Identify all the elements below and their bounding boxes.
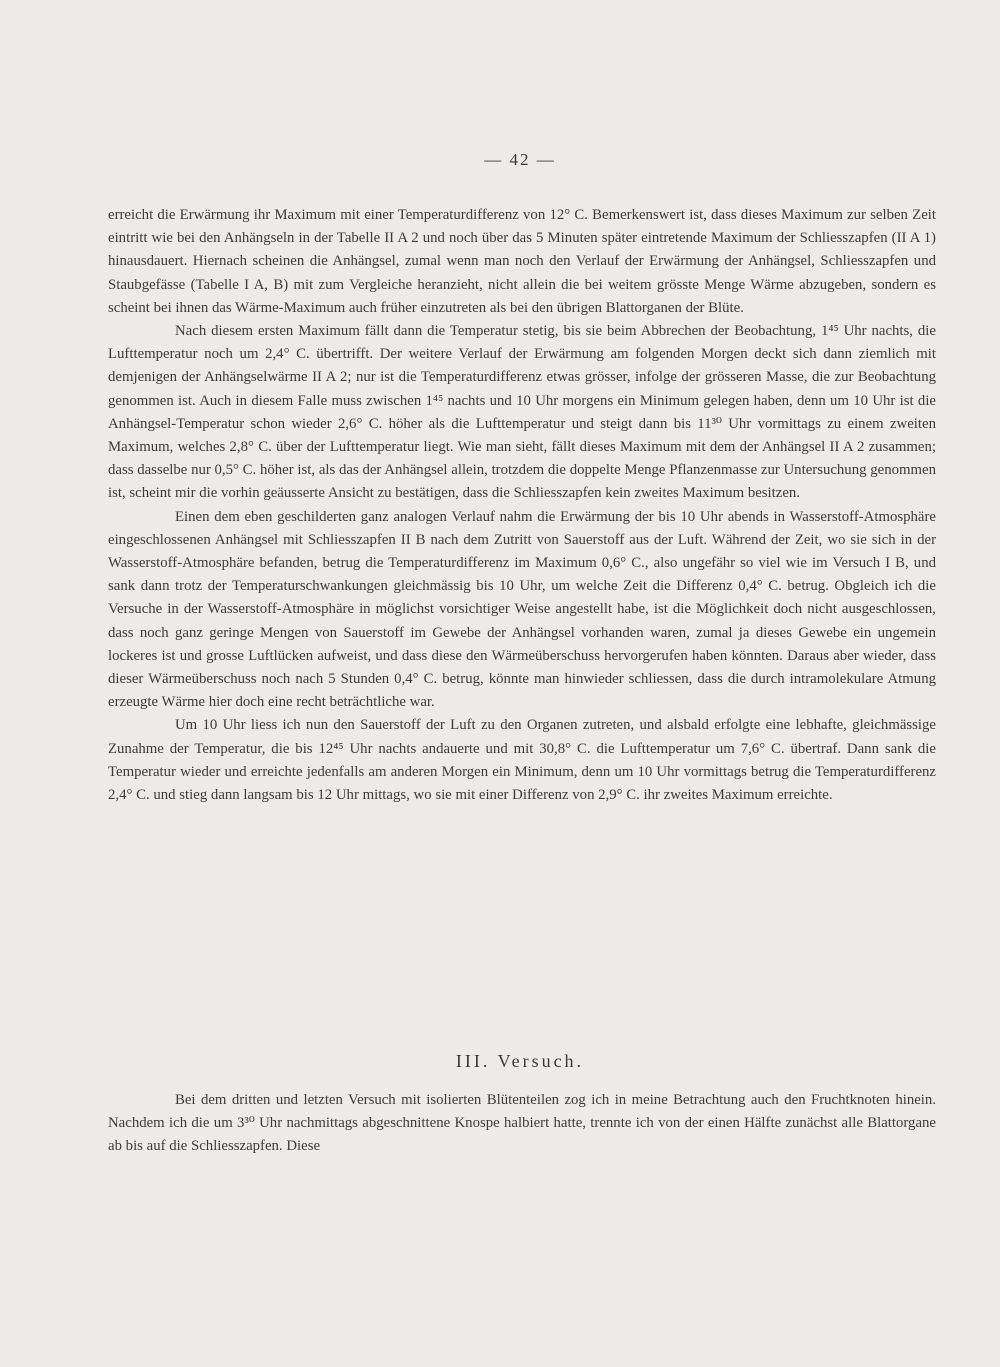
paragraph: Einen dem eben geschilderten ganz analogen Verlauf nahm die Erwärmung der bis 10 Uhr abends in Wasserstoff-Atmosphäre eingeschlossenen Anhängsel mit Schliesszapfen II B nach dem Zutritt von Sauerstoff aus der Luft. Während der Zeit, wo sie sich in der Wasserstoff-Atmosphäre befanden, betrug die Temperaturdifferenz im Maximum 0,6° C., also ungefähr so viel wie im Versuch I B, und sank dann trotz der Temperaturschwankungen gleichmässig bis 10 Uhr, um welche Zeit die Differenz 0,4° C. betrug. Obgleich ich die Versuche in der Wasserstoff-Atmosphäre in möglichst vorsichtiger Weise angestellt habe, ist die Möglichkeit doch nicht ausgeschlossen, dass noch ganz geringe Mengen von Sauerstoff im Gewebe der Anhängsel vorhanden waren, zumal ja dieses Gewebe ein ungemein lockeres ist und grosse Luftlücken aufweist, und dass diese den Wärmeüberschuss hervorgerufen haben könnten. Daraus aber wieder, dass dieser Wärmeüberschuss noch nach 5 Stunden 0,4° C. betrug, könnte man hinwieder schliessen, dass die durch intramolekulare Atmung erzeugte Wärme hier doch eine recht beträchtliche war.: [108, 508, 936, 711]
paragraph: erreicht die Erwärmung ihr Maximum mit einer Temperaturdifferenz von 12° C. Bemerkenswert ist, dass dieses Maximum zur selben Zeit eintritt wie bei den Anhängseln in der Tabelle II A 2 und noch über das 5 Minuten später eintretende Maximum der Schliesszapfen (II A 1) hinausdauert. Hiernach scheinen die Anhängsel, zumal wenn man noch den Verlauf der Erwärmung der Anhängsel, Schliesszapfen und Staubgefässe (Tabelle I A, B) mit zum Vergleiche heranzieht, nicht allein die bei weitem grösste Menge Wärme abzugeben, sondern es scheint bei ihnen das Wärme-Maximum auch früher einzutreten als bei den übrigen Blattorganen der Blüte.: [108, 207, 936, 316]
paragraph: Bei dem dritten und letzten Versuch mit isolierten Blütenteilen zog ich in meine Betrachtung auch den Fruchtknoten hinein. Nachdem ich die um 3³⁰ Uhr nachmittags abgeschnittene Knospe halbiert hatte, trennte ich von der einen Hälfte zunächst alle Blattorgane ab bis auf die Schliesszapfen. Diese: [108, 1092, 936, 1155]
page-number: — 42 —: [484, 150, 556, 169]
body-text: [108, 204, 936, 807]
paragraph: Um 10 Uhr liess ich nun den Sauerstoff der Luft zu den Organen zutreten, und alsbald erfolgte eine lebhafte, gleichmässige Zunahme der Temperatur, die bis 12⁴⁵ Uhr nachts andauerte und mit 30,8° C. die Lufttemperatur um 7,6° C. übertraf. Dann sank die Temperatur wieder und erreichte jedenfalls am anderen Morgen ein Minimum, denn um 10 Uhr vormittags betrug die Temperaturdifferenz 2,4° C. und stieg dann langsam bis 12 Uhr mittags, wo sie mit einer Differenz von 2,9° C. ihr zweites Maximum erreichte.: [108, 717, 936, 804]
body-text: [108, 1089, 936, 1159]
section-heading: III. Versuch.: [455, 1051, 585, 1071]
paragraph: Nach diesem ersten Maximum fällt dann die Temperatur stetig, bis sie beim Abbrechen der Beobachtung, 1⁴⁵ Uhr nachts, die Lufttemperatur noch um 2,4° C. übertrifft. Der weitere Verlauf der Erwärmung am folgenden Morgen deckt sich dann ziemlich mit demjenigen der Anhängselwärme II A 2; nur ist die Temperaturdifferenz etwas grösser, infolge der grösseren Masse, die zur Beobachtung genommen ist. Auch in diesem Falle muss zwischen 1⁴⁵ nachts und 10 Uhr morgens ein Minimum gelegen haben, denn um 10 Uhr ist die Anhängsel-Temperatur schon wieder 2,6° C. höher als die Lufttemperatur und steigt dann bis 11³⁰ Uhr vormittags zu einem zweiten Maximum, welches 2,8° C. über der Lufttemperatur liegt. Wie man sieht, fällt dieses Maximum mit dem der Anhängsel II A 2 zusammen; dass dasselbe nur 0,5° C. höher ist, als das der Anhängsel allein, trotzdem die doppelte Menge Pflanzenmasse zur Untersuchung genommen ist, scheint mir die vorhin geäusserte Ansicht zu bestätigen, dass die Schliesszapfen kein zweites Maximum besitzen.: [108, 323, 936, 502]
